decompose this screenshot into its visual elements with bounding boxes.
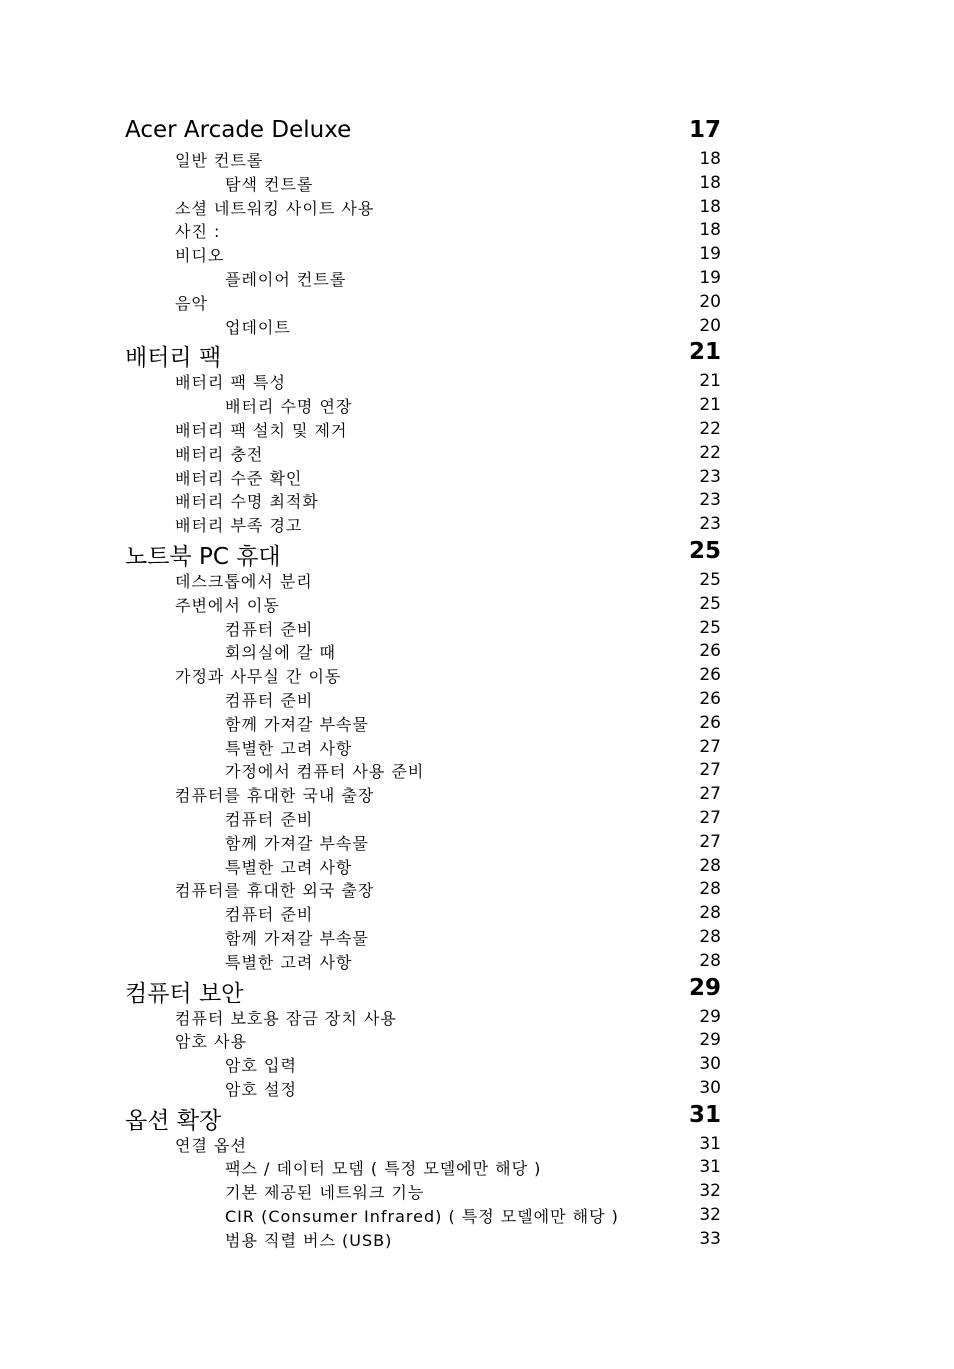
toc-entry[interactable] — [0, 196, 954, 220]
toc-page-number: 26 — [699, 665, 721, 686]
toc-entry[interactable] — [0, 569, 954, 593]
toc-page-number: 21 — [699, 371, 721, 392]
toc-entry[interactable] — [0, 148, 954, 172]
toc-page-number: 20 — [699, 291, 721, 312]
toc-entry-title: 암호 설정 — [225, 1079, 297, 1099]
toc-entry[interactable] — [0, 394, 954, 418]
toc-entry[interactable] — [0, 926, 954, 950]
toc-entry-title: 옵션 확장 — [125, 1107, 222, 1134]
toc-chapter-heading[interactable] — [0, 116, 954, 148]
toc-page-number: 26 — [699, 641, 721, 662]
table-of-contents — [0, 116, 954, 1252]
toc-page-number: 23 — [699, 514, 721, 535]
toc-page-number: 27 — [699, 784, 721, 805]
toc-page-number: 21 — [688, 339, 721, 366]
toc-page-number: 25 — [699, 617, 721, 638]
toc-entry-title: 함께 가져갈 부속물 — [225, 928, 369, 948]
toc-entry[interactable] — [0, 807, 954, 831]
toc-entry[interactable] — [0, 1228, 954, 1252]
toc-entry-title: 노트북 PC 휴대 — [125, 543, 281, 570]
toc-chapter-heading[interactable] — [0, 974, 954, 1006]
toc-entry-title: 배터리 수명 연장 — [225, 397, 353, 417]
toc-entry[interactable] — [0, 291, 954, 315]
toc-entry[interactable] — [0, 243, 954, 267]
toc-page-number: 19 — [699, 244, 721, 265]
toc-page-number: 27 — [699, 760, 721, 781]
toc-entry-title: 소셜 네트워킹 사이트 사용 — [175, 198, 375, 218]
toc-entry-title: 암호 입력 — [225, 1056, 297, 1076]
toc-entry[interactable] — [0, 759, 954, 783]
toc-page-number: 26 — [699, 688, 721, 709]
toc-page-number: 28 — [699, 903, 721, 924]
toc-page-number: 31 — [699, 1157, 721, 1178]
toc-page-number: 32 — [699, 1205, 721, 1226]
toc-entry-title: 배터리 팩 — [125, 345, 222, 372]
toc-chapter-heading[interactable] — [0, 537, 954, 569]
toc-page-number: 17 — [688, 117, 721, 143]
toc-page-number: 25 — [688, 537, 721, 564]
toc-entry-title: 범용 직렬 버스 (USB) — [225, 1230, 393, 1250]
toc-entry-title: 컴퓨터 보안 — [125, 980, 244, 1007]
toc-page-number: 21 — [699, 395, 721, 416]
toc-entry[interactable] — [0, 878, 954, 902]
toc-entry-title: 컴퓨터를 휴대한 외국 출장 — [175, 881, 375, 901]
toc-entry[interactable] — [0, 1204, 954, 1228]
toc-page-number: 28 — [699, 879, 721, 900]
toc-entry-title: 가정과 사무실 간 이동 — [175, 667, 342, 687]
toc-page-number: 29 — [699, 1006, 721, 1027]
toc-entry[interactable] — [0, 1029, 954, 1053]
toc-page-number: 23 — [699, 466, 721, 487]
toc-entry[interactable] — [0, 1180, 954, 1204]
toc-entry-title: 배터리 부족 경고 — [175, 516, 303, 536]
toc-entry[interactable] — [0, 783, 954, 807]
toc-entry-title: 탐색 컨트롤 — [225, 174, 314, 194]
toc-entry-title: 함께 가져갈 부속물 — [225, 714, 369, 734]
toc-entry-title: 플레이어 컨트롤 — [225, 269, 347, 289]
toc-page-number: 25 — [699, 569, 721, 590]
toc-entry[interactable] — [0, 172, 954, 196]
toc-entry-title: 업데이트 — [225, 317, 291, 337]
toc-entry-title: 배터리 수준 확인 — [175, 468, 303, 488]
toc-entry[interactable] — [0, 219, 954, 243]
toc-page-number: 31 — [688, 1101, 721, 1128]
toc-entry-title: 팩스 / 데이터 모뎀 ( 특정 모델에만 해당 ) — [225, 1159, 542, 1179]
toc-page-number: 28 — [699, 950, 721, 971]
toc-page-number: 29 — [688, 974, 721, 1001]
toc-entry-title: 암호 사용 — [175, 1032, 247, 1052]
toc-entry[interactable] — [0, 855, 954, 879]
toc-page-number: 26 — [699, 712, 721, 733]
toc-entry[interactable] — [0, 1006, 954, 1030]
toc-page-number: 30 — [699, 1054, 721, 1075]
toc-page-number: 27 — [699, 807, 721, 828]
toc-entry-title: 배터리 충전 — [175, 444, 264, 464]
toc-page-number: 22 — [699, 418, 721, 439]
toc-entry[interactable] — [0, 1133, 954, 1157]
toc-entry-title: 기본 제공된 네트워크 기능 — [225, 1183, 425, 1203]
toc-chapter-heading[interactable] — [0, 1101, 954, 1133]
toc-page-number: 23 — [699, 490, 721, 511]
toc-page-number: 33 — [699, 1228, 721, 1249]
toc-chapter-heading[interactable] — [0, 338, 954, 370]
toc-entry-title: 컴퓨터 보호용 잠금 장치 사용 — [175, 1008, 397, 1028]
toc-entry-title: 컴퓨터 준비 — [225, 690, 314, 710]
toc-entry[interactable] — [0, 593, 954, 617]
toc-page-number: 18 — [699, 196, 721, 217]
toc-page-number: 18 — [699, 220, 721, 241]
toc-page-number: 28 — [699, 926, 721, 947]
toc-entry[interactable] — [0, 1156, 954, 1180]
toc-entry[interactable] — [0, 664, 954, 688]
toc-page-number: 20 — [699, 315, 721, 336]
toc-entry[interactable] — [0, 902, 954, 926]
toc-page-number: 28 — [699, 855, 721, 876]
toc-page-number: 31 — [699, 1133, 721, 1154]
toc-entry[interactable] — [0, 712, 954, 736]
toc-entry[interactable] — [0, 466, 954, 490]
toc-entry-title: 회의실에 갈 때 — [225, 643, 336, 663]
toc-entry[interactable] — [0, 370, 954, 394]
toc-entry-title: 컴퓨터 준비 — [225, 809, 314, 829]
toc-entry[interactable] — [0, 267, 954, 291]
toc-entry[interactable] — [0, 418, 954, 442]
toc-entry[interactable] — [0, 736, 954, 760]
toc-entry-title: 컴퓨터 준비 — [225, 905, 314, 925]
toc-entry-title: 주변에서 이동 — [175, 595, 280, 615]
toc-entry-title: 배터리 팩 설치 및 제거 — [175, 420, 348, 440]
toc-entry-title: 함께 가져갈 부속물 — [225, 833, 369, 853]
toc-entry-title: 연결 옵션 — [175, 1135, 247, 1155]
toc-page-number: 29 — [699, 1030, 721, 1051]
toc-entry-title: 비디오 — [175, 246, 225, 266]
toc-entry[interactable] — [0, 617, 954, 641]
toc-entry-title: 배터리 수명 최적화 — [175, 492, 319, 512]
toc-entry-title: 특별한 고려 사항 — [225, 952, 353, 972]
toc-entry[interactable] — [0, 442, 954, 466]
toc-entry[interactable] — [0, 1053, 954, 1077]
toc-entry-title: 가정에서 컴퓨터 사용 준비 — [225, 762, 425, 782]
toc-entry[interactable] — [0, 831, 954, 855]
toc-page-number: 25 — [699, 593, 721, 614]
toc-page-number: 22 — [699, 442, 721, 463]
toc-entry[interactable] — [0, 1077, 954, 1101]
toc-entry-title: Acer Arcade Deluxe — [125, 117, 352, 143]
toc-entry[interactable] — [0, 513, 954, 537]
toc-entry[interactable] — [0, 315, 954, 339]
toc-page-number: 19 — [699, 267, 721, 288]
toc-entry[interactable] — [0, 950, 954, 974]
toc-page-number: 18 — [699, 149, 721, 169]
toc-entry-title: 컴퓨터 준비 — [225, 619, 314, 639]
toc-entry[interactable] — [0, 688, 954, 712]
toc-entry-title: 배터리 팩 특성 — [175, 373, 286, 393]
toc-page-number: 18 — [699, 172, 721, 193]
toc-page-number: 27 — [699, 736, 721, 757]
toc-entry[interactable] — [0, 640, 954, 664]
toc-page-number: 30 — [699, 1077, 721, 1098]
toc-entry[interactable] — [0, 489, 954, 513]
toc-entry-title: 일반 컨트롤 — [175, 151, 264, 170]
toc-entry-title: CIR (Consumer Infrared) ( 특정 모델에만 해당 ) — [225, 1207, 619, 1227]
toc-page-number: 27 — [699, 831, 721, 852]
toc-entry-title: 음악 — [175, 293, 208, 313]
toc-entry-title: 사진 : — [175, 222, 221, 242]
toc-entry-title: 특별한 고려 사항 — [225, 857, 353, 877]
toc-entry-title: 특별한 고려 사항 — [225, 738, 353, 758]
toc-entry-title: 데스크톱에서 분리 — [175, 571, 313, 591]
toc-entry-title: 컴퓨터를 휴대한 국내 출장 — [175, 786, 375, 806]
toc-page-number: 32 — [699, 1181, 721, 1202]
